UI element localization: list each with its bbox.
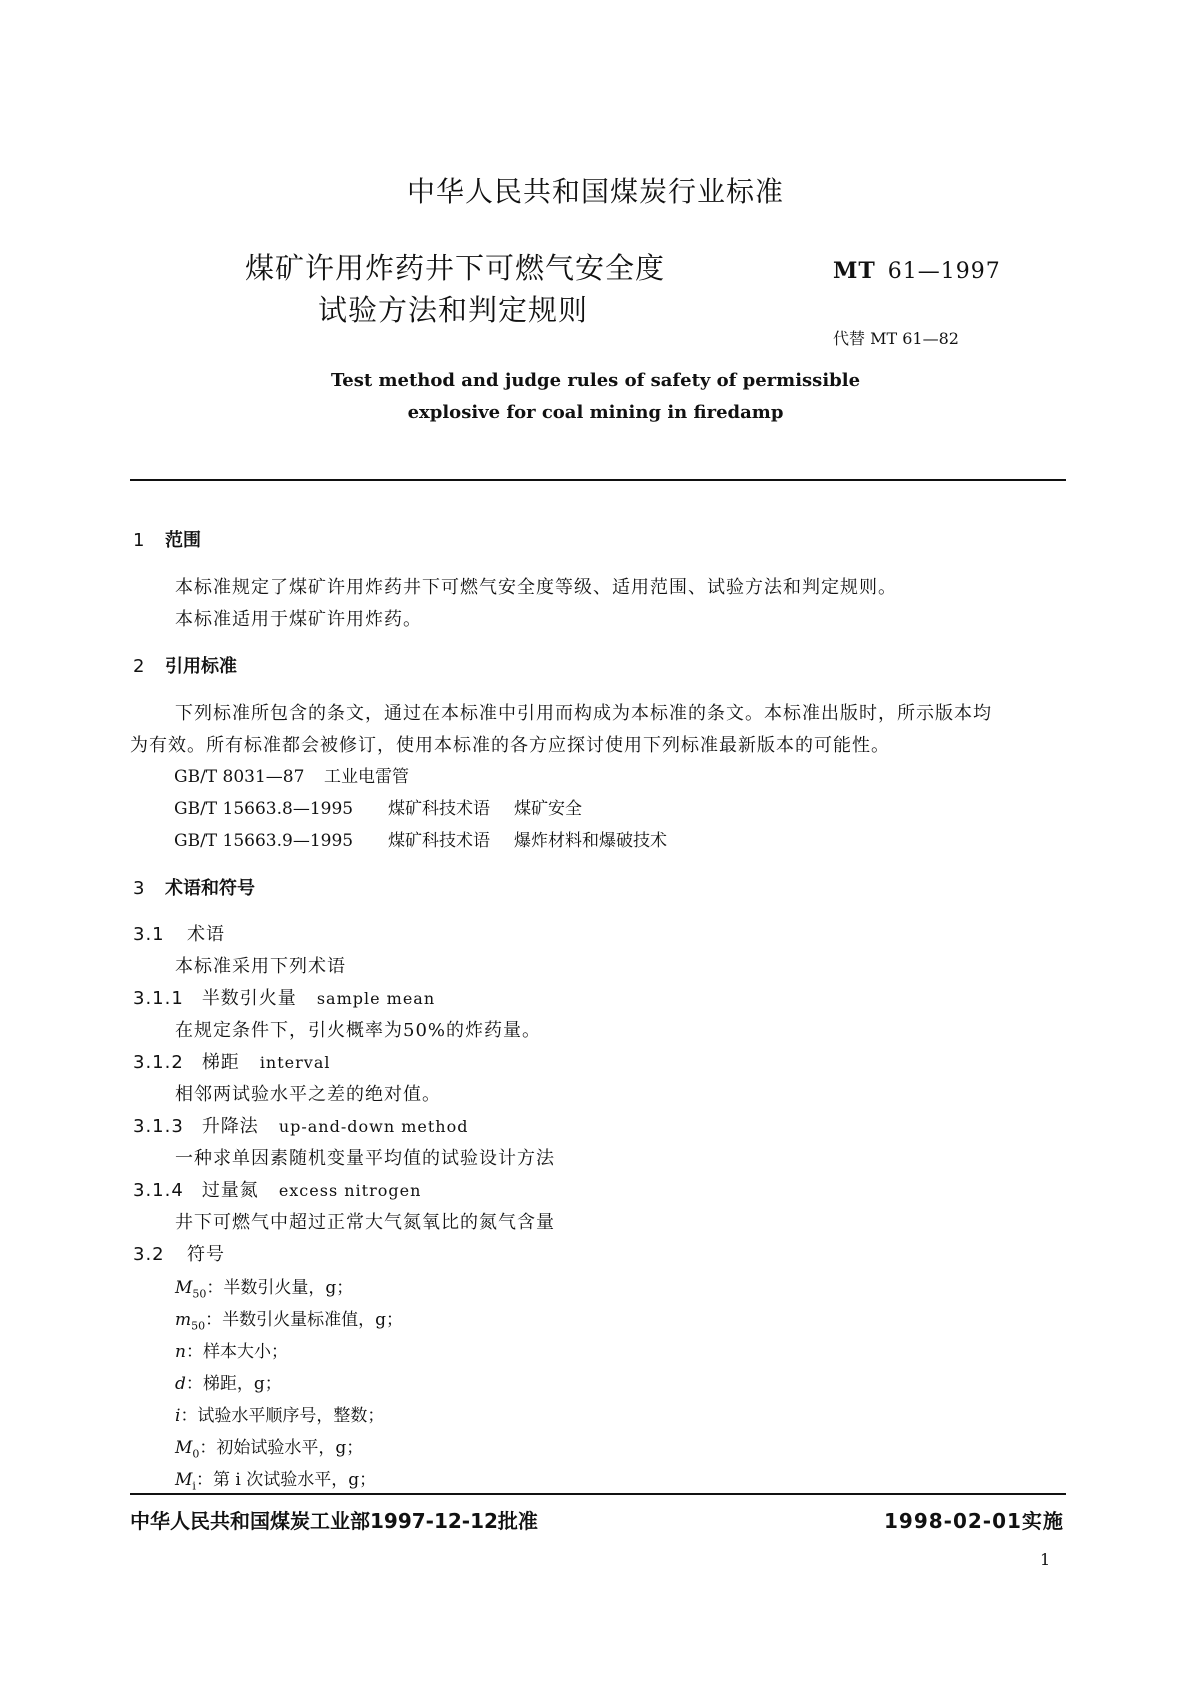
- term-name-zh: 半数引火量: [201, 988, 297, 1009]
- term-heading: [133, 1048, 330, 1074]
- term-name-en: excess nitrogen: [278, 1181, 422, 1200]
- reference-code: GB/T 15663.9—1995: [174, 831, 354, 851]
- symbol-description: ：样本大小；: [185, 1342, 288, 1362]
- industry-standard-header: 中华人民共和国煤炭行业标准: [406, 175, 784, 208]
- symbol-item: [175, 1465, 376, 1492]
- section-2-title: 引用标准: [165, 656, 237, 677]
- symbol-description: ：梯距，g；: [185, 1374, 282, 1394]
- term-name-zh: 梯距: [201, 1052, 240, 1073]
- section-2-para-line1: 下列标准所包含的条文，通过在本标准中引用而构成为本标准的条文。本标准出版时，所示版本均: [175, 703, 992, 724]
- reference-code: GB/T 8031—87: [174, 767, 305, 787]
- subsection-3-2-number: 3.2: [133, 1244, 165, 1265]
- reference-title: 煤矿科技术语: [388, 831, 490, 851]
- standard-code: [833, 258, 1001, 284]
- section-2-number: 2: [133, 656, 145, 677]
- section-1-para-2: 本标准适用于煤矿许用炸药。: [175, 609, 422, 630]
- symbol: i: [175, 1406, 181, 1426]
- term-number: 3.1.2: [133, 1052, 184, 1073]
- symbol-item: [175, 1273, 353, 1300]
- section-1-heading: [133, 526, 201, 552]
- symbol-description: ：试验水平顺序号，整数；: [180, 1406, 385, 1426]
- effective-date: 1998-02-01实施: [884, 1509, 1064, 1533]
- reference-subtitle: 煤矿安全: [514, 799, 582, 819]
- section-1-title: 范围: [165, 530, 201, 551]
- section-1-para-1: 本标准规定了煤矿许用炸药井下可燃气安全度等级、适用范围、试验方法和判定规则。: [175, 577, 897, 598]
- section-2-heading: [133, 652, 237, 678]
- subsection-3-1-heading: [133, 920, 225, 946]
- term-name-zh: 过量氮: [201, 1180, 259, 1201]
- symbol-description: ：第 i 次试验水平，g；: [195, 1470, 377, 1490]
- reference-code: GB/T 15663.8—1995: [174, 799, 354, 819]
- symbol-description: ：半数引火量，g；: [206, 1278, 354, 1298]
- symbol-subscript: 0: [192, 1447, 200, 1461]
- subsection-3-2-title: 符号: [187, 1244, 225, 1265]
- symbol-subscript: 50: [191, 1319, 206, 1333]
- symbol-subscript: i: [192, 1479, 196, 1493]
- footer-divider: [130, 1493, 1066, 1495]
- title-en-line2: explosive for coal mining in firedamp: [407, 402, 784, 423]
- term-heading: [133, 1176, 421, 1202]
- reference-title: 煤矿科技术语: [388, 799, 490, 819]
- title-zh-line2: 试验方法和判定规则: [318, 293, 589, 327]
- symbol-item: [175, 1337, 288, 1362]
- symbol: m: [175, 1310, 192, 1330]
- page-number: 1: [1040, 1550, 1051, 1569]
- symbol: d: [175, 1374, 186, 1394]
- symbol: M: [175, 1438, 193, 1458]
- symbol-item: [175, 1433, 363, 1460]
- term-name-en: interval: [259, 1053, 331, 1072]
- term-definition: 相邻两试验水平之差的绝对值。: [175, 1084, 441, 1105]
- symbol-item: [175, 1401, 384, 1426]
- symbol-description: ：初始试验水平，g；: [199, 1438, 364, 1458]
- reference-subtitle: 爆炸材料和爆破技术: [514, 831, 667, 851]
- reference-item: [174, 794, 582, 819]
- symbol: M: [175, 1470, 193, 1490]
- section-3-heading: [133, 874, 255, 900]
- replaces-standard: 代替 MT 61—82: [833, 329, 959, 348]
- term-number: 3.1.1: [133, 988, 184, 1009]
- symbol: n: [175, 1342, 186, 1362]
- subsection-3-1-number: 3.1: [133, 924, 165, 945]
- term-heading: [133, 1112, 468, 1138]
- subsection-3-1-title: 术语: [187, 924, 225, 945]
- reference-item: [174, 762, 409, 787]
- approval-info: 中华人民共和国煤炭工业部1997-12-12批准: [130, 1509, 538, 1533]
- term-number: 3.1.3: [133, 1116, 184, 1137]
- symbol-item: [175, 1369, 282, 1394]
- reference-item: [174, 826, 667, 851]
- section-3-title: 术语和符号: [165, 878, 255, 899]
- term-definition: 在规定条件下，引火概率为50%的炸药量。: [175, 1020, 542, 1041]
- subsection-3-2-heading: [133, 1240, 225, 1266]
- symbol-description: ：半数引火量标准值，g；: [205, 1310, 404, 1330]
- title-zh-line1: 煤矿许用炸药井下可燃气安全度: [245, 251, 666, 285]
- section-1-number: 1: [133, 530, 145, 551]
- reference-title: 工业电雷管: [324, 767, 409, 787]
- section-3-number: 3: [133, 878, 145, 899]
- symbol: M: [175, 1278, 193, 1298]
- term-name-zh: 升降法: [201, 1116, 259, 1137]
- term-number: 3.1.4: [133, 1180, 184, 1201]
- term-name-en: up-and-down method: [278, 1117, 469, 1136]
- term-name-en: sample mean: [316, 989, 436, 1008]
- symbol-subscript: 50: [192, 1287, 207, 1301]
- standard-code-prefix: MT: [833, 258, 876, 284]
- section-2-para-line2: 为有效。所有标准都会被修订，使用本标准的各方应探讨使用下列标准最新版本的可能性。: [130, 735, 890, 756]
- title-en-line1: Test method and judge rules of safety of permissible: [330, 370, 861, 391]
- standard-code-number: 61—1997: [887, 259, 1001, 284]
- term-definition: 井下可燃气中超过正常大气氮氧比的氮气含量: [175, 1212, 555, 1233]
- header-divider: [130, 479, 1066, 481]
- term-heading: [133, 984, 435, 1010]
- term-definition: 一种求单因素随机变量平均值的试验设计方法: [175, 1148, 555, 1169]
- symbol-item: [175, 1305, 403, 1332]
- subsection-3-1-intro: 本标准采用下列术语: [175, 956, 346, 977]
